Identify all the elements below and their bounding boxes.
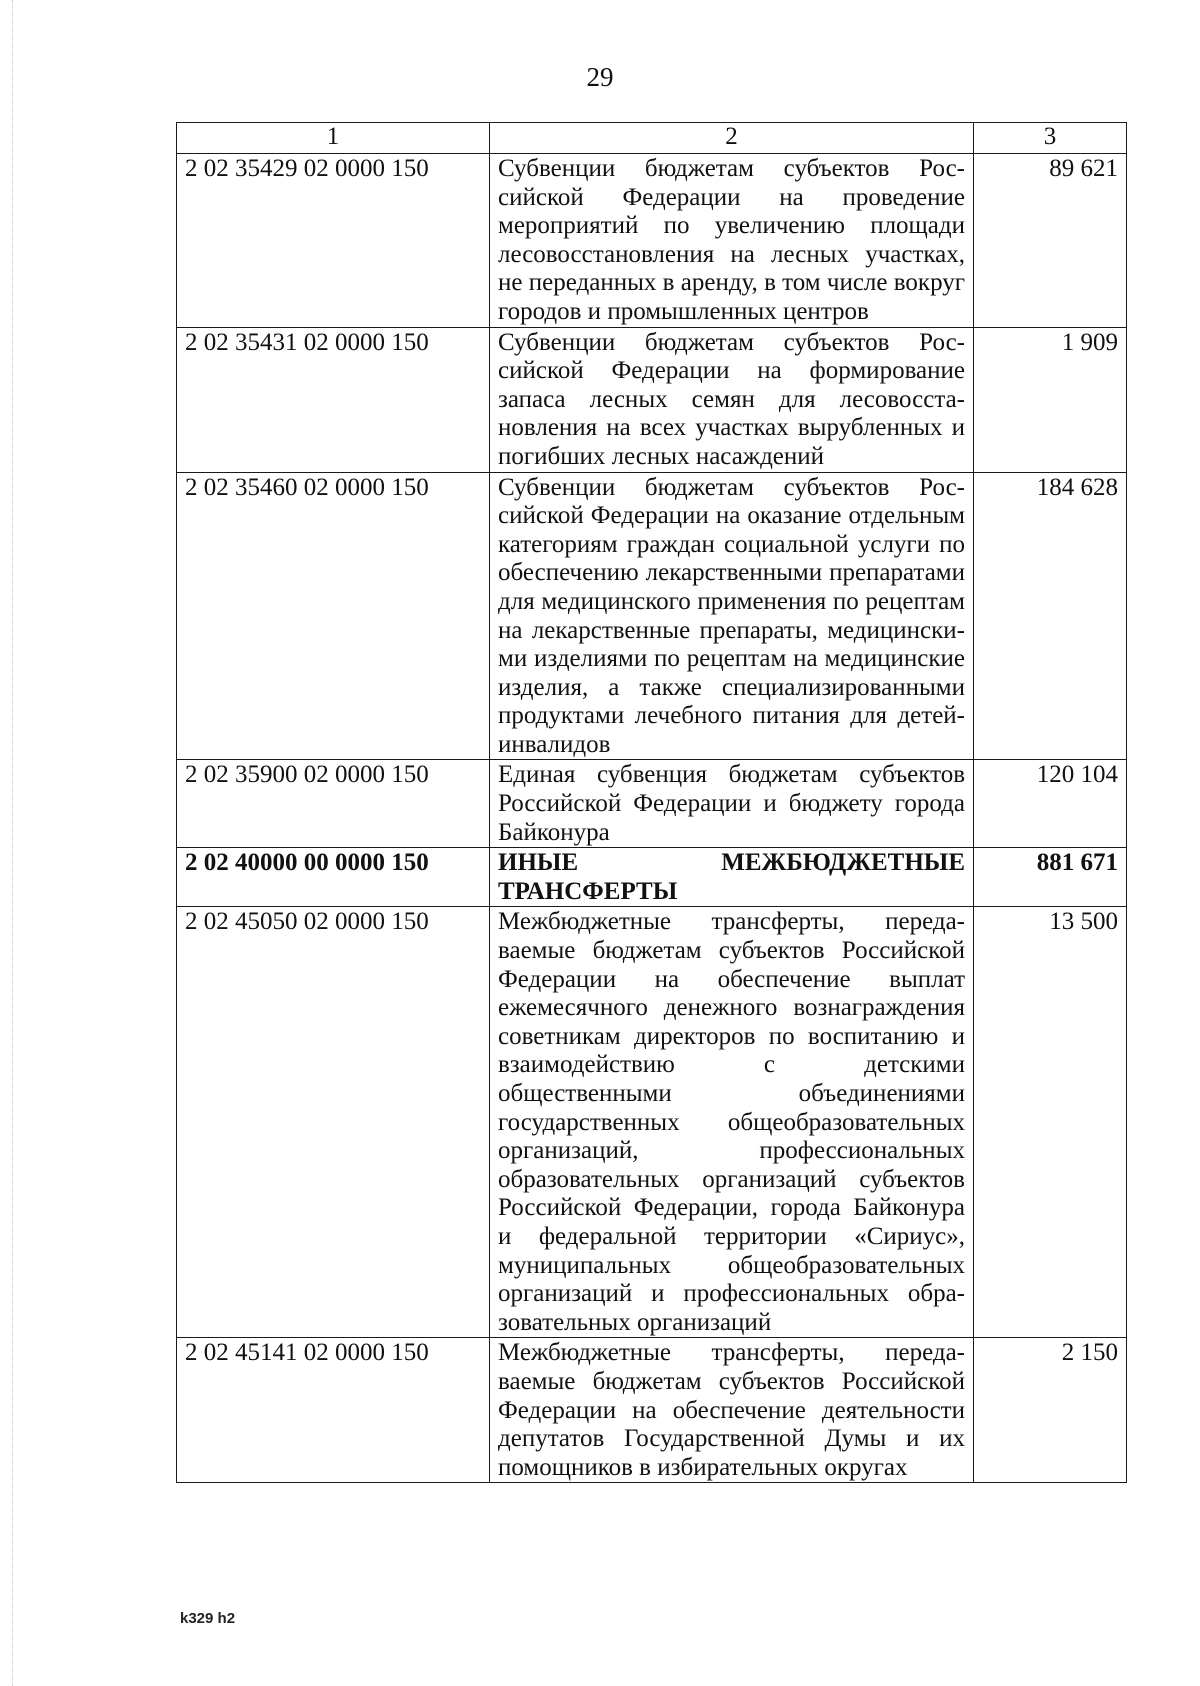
- row-amount: 184 628: [974, 472, 1127, 760]
- table-row: [177, 1338, 1127, 1483]
- row-description: Единая субвенция бюджетам субъектов Российской Федерации и бюджету города Байконура: [490, 760, 974, 848]
- table-header-row: [177, 123, 1127, 154]
- column-header-amount: 3: [974, 123, 1127, 154]
- table-row: [177, 327, 1127, 472]
- row-code: 2 02 45050 02 0000 150: [177, 907, 490, 1338]
- row-amount: 1 909: [974, 327, 1127, 472]
- row-code: 2 02 40000 00 0000 150: [177, 848, 490, 907]
- row-amount: 2 150: [974, 1338, 1127, 1483]
- table-row-section-total: [177, 848, 1127, 907]
- table-row: [177, 907, 1127, 1338]
- row-amount: 13 500: [974, 907, 1127, 1338]
- column-header-description: 2: [490, 123, 974, 154]
- table-row: [177, 472, 1127, 760]
- scan-edge: [0, 0, 13, 1686]
- row-description: ИНЫЕ МЕЖБЮДЖЕТНЫЕ ТРАНСФЕРТЫ: [490, 848, 974, 907]
- row-description: Субвенции бюджетам субъектов Российской Федерации на проведение мероприятий по увеличению площади лесовосстановления на лесных участках, не переданных в аренду, в том числе вокруг городов и промышленных центров: [490, 154, 974, 328]
- row-description: Субвенции бюджетам субъектов Российской Федерации на оказание отдельным категориям граждан социальной услуги по обеспечению лекарственными препаратами для медицинского применения по рецептам на лекарственные препараты, медицинскими изделиями по рецептам на медицинские изделия, а также специализированными продуктами лечебного питания для детей-инвалидов: [490, 472, 974, 760]
- row-amount: 120 104: [974, 760, 1127, 848]
- footer-document-code: k329 h2: [180, 1610, 236, 1627]
- row-code: 2 02 35900 02 0000 150: [177, 760, 490, 848]
- column-header-code: 1: [177, 123, 490, 154]
- row-amount: 89 621: [974, 154, 1127, 328]
- table-row: [177, 760, 1127, 848]
- row-description: Межбюджетные трансферты, передаваемые бюджетам субъектов Российской Федерации на обеспечение выплат ежемесячного денежного вознаграждения советникам директоров по воспитанию и взаимодействию с детскими общественными объединениями государственных общеобразовательных организаций, профессиональных образовательных организаций субъектов Российской Федерации, города Байконура и федеральной территории «Сириус», муниципальных общеобразовательных организаций и профессиональных образовательных организаций: [490, 907, 974, 1338]
- row-description: Субвенции бюджетам субъектов Российской Федерации на формирование запаса лесных семян для лесовосстановления на всех участках вырубленных и погибших лесных насаждений: [490, 327, 974, 472]
- row-amount: 881 671: [974, 848, 1127, 907]
- budget-table: [176, 122, 1127, 1483]
- row-description: Межбюджетные трансферты, передаваемые бюджетам субъектов Российской Федерации на обеспечение деятельности депутатов Государственной Думы и их помощников в избирательных округах: [490, 1338, 974, 1483]
- row-code: 2 02 35431 02 0000 150: [177, 327, 490, 472]
- row-code: 2 02 35429 02 0000 150: [177, 154, 490, 328]
- row-code: 2 02 35460 02 0000 150: [177, 472, 490, 760]
- page-number: 29: [586, 62, 614, 92]
- row-code: 2 02 45141 02 0000 150: [177, 1338, 490, 1483]
- table-row: [177, 154, 1127, 328]
